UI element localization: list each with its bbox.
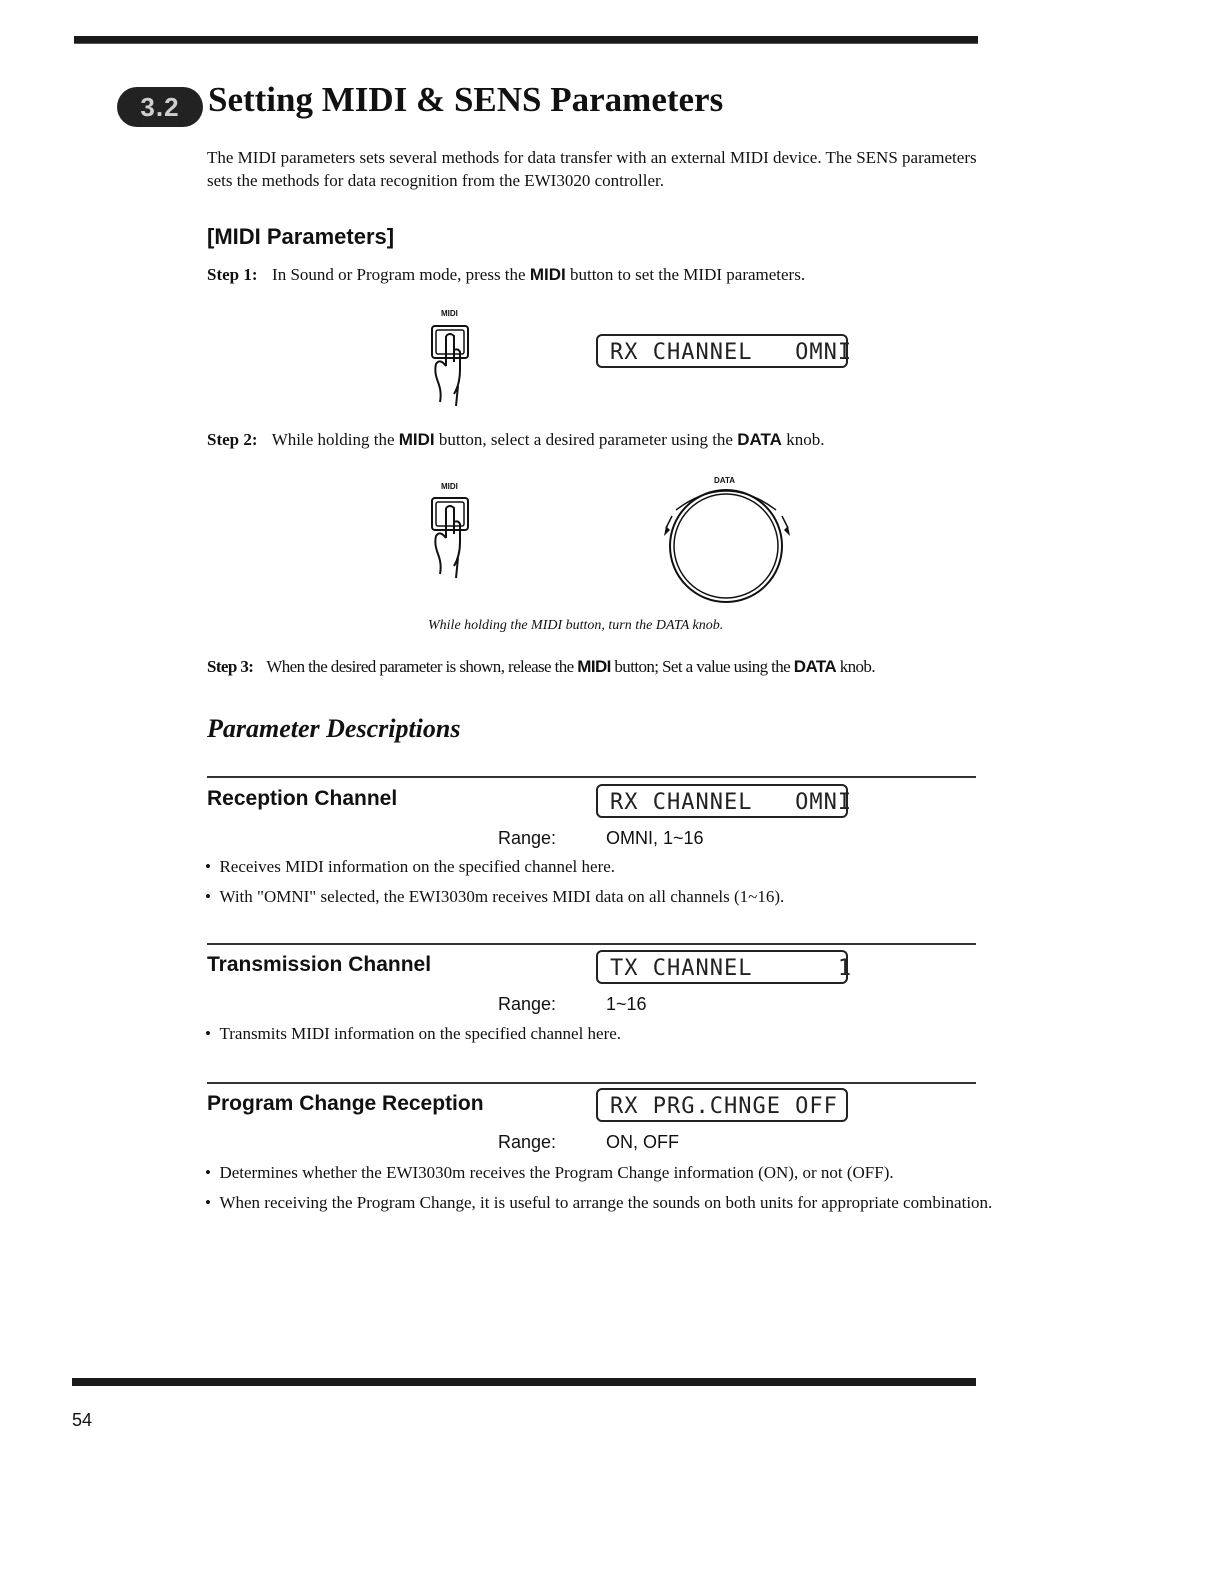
bullet-item: • Receives MIDI information on the specified channel here. bbox=[205, 857, 616, 876]
step-3-midi-word: MIDI bbox=[577, 657, 611, 676]
bullet-text: When receiving the Program Change, it is useful to arrange the sounds on both units for appropriate combination. bbox=[219, 1193, 993, 1212]
step-2-text-end: knob. bbox=[781, 430, 825, 449]
bottom-rule bbox=[72, 1378, 976, 1386]
param-name-reception-channel: Reception Channel bbox=[207, 787, 398, 810]
step-1-label: Step 1: bbox=[207, 265, 258, 284]
step-1-text-end: button to set the MIDI parameters. bbox=[565, 265, 806, 284]
page-title: Setting MIDI & SENS Parameters bbox=[208, 80, 724, 119]
fig2-midi-label: MIDI bbox=[441, 482, 458, 491]
section-number-badge: 3.2 bbox=[117, 87, 203, 127]
midi-button-press-icon bbox=[420, 322, 480, 408]
bullet-text: Receives MIDI information on the specified channel here. bbox=[219, 857, 616, 876]
figure-caption: While holding the MIDI button, turn the DATA knob. bbox=[428, 618, 724, 633]
step-2-text-mid: button, select a desired parameter using the bbox=[434, 430, 738, 449]
param-name-transmission-channel: Transmission Channel bbox=[207, 953, 432, 976]
step-1 bbox=[207, 265, 805, 285]
step-1-midi-word: MIDI bbox=[529, 265, 566, 284]
step-2-text: While holding the bbox=[271, 430, 399, 449]
step-2-midi-word: MIDI bbox=[398, 430, 435, 449]
range-label: Range: bbox=[498, 828, 557, 848]
step-3-text: When the desired parameter is shown, release the bbox=[266, 657, 578, 676]
lcd-display-transmission-channel: TX CHANNEL 1 bbox=[596, 950, 848, 984]
range-label: Range: bbox=[498, 1132, 557, 1152]
lcd-display-rx-channel: RX CHANNEL OMNI bbox=[596, 334, 848, 368]
bullet-text: Transmits MIDI information on the specified channel here. bbox=[219, 1024, 622, 1043]
step-2 bbox=[207, 430, 824, 450]
bullet-item: • Transmits MIDI information on the specified channel here. bbox=[205, 1024, 622, 1043]
step-3-label: Step 3: bbox=[207, 657, 254, 676]
param-name-program-change-reception: Program Change Reception bbox=[207, 1092, 484, 1115]
step-3-data-word: DATA bbox=[793, 657, 837, 676]
bullet-item: • With "OMNI" selected, the EWI3030m receives MIDI data on all channels (1~16). bbox=[205, 887, 785, 906]
range-label: Range: bbox=[498, 994, 557, 1014]
range-value-transmission-channel: 1~16 bbox=[606, 994, 647, 1014]
step-2-label: Step 2: bbox=[207, 430, 258, 449]
bullet-item: • When receiving the Program Change, it is useful to arrange the sounds on both units for appropriate combination. bbox=[205, 1193, 993, 1212]
bullet-text: With "OMNI" selected, the EWI3030m receives MIDI data on all channels (1~16). bbox=[219, 887, 785, 906]
lcd-display-reception-channel: RX CHANNEL OMNI bbox=[596, 784, 848, 818]
param-divider bbox=[207, 943, 976, 945]
lcd-display-program-change: RX PRG.CHNGE OFF bbox=[596, 1088, 848, 1122]
step-3 bbox=[207, 657, 875, 677]
data-knob-icon bbox=[654, 486, 800, 604]
intro-paragraph: The MIDI parameters sets several methods for data transfer with an external MIDI device. The SENS parameters sets the methods for data recognition from the EWI3020 controller. bbox=[207, 148, 977, 190]
step-3-text-end: knob. bbox=[836, 657, 875, 676]
range-value-reception-channel: OMNI, 1~16 bbox=[606, 828, 704, 848]
bullet-text: Determines whether the EWI3030m receives the Program Change information (ON), or not (OFF). bbox=[219, 1163, 894, 1182]
step-3-text-mid: button; Set a value using the bbox=[610, 657, 794, 676]
bullet-item: • Determines whether the EWI3030m receives the Program Change information (ON), or not (OFF). bbox=[205, 1163, 894, 1182]
fig1-midi-label: MIDI bbox=[441, 309, 458, 318]
top-rule bbox=[74, 36, 978, 44]
step-2-data-word: DATA bbox=[737, 430, 782, 449]
page-number: 54 bbox=[72, 1410, 93, 1430]
midi-parameters-heading: [MIDI Parameters] bbox=[207, 224, 395, 249]
step-1-text: In Sound or Program mode, press the bbox=[272, 265, 530, 284]
param-divider bbox=[207, 776, 976, 778]
fig2-data-label: DATA bbox=[714, 476, 736, 485]
param-divider bbox=[207, 1082, 976, 1084]
parameter-descriptions-heading: Parameter Descriptions bbox=[207, 714, 461, 743]
range-value-program-change: ON, OFF bbox=[606, 1132, 679, 1152]
midi-button-press-icon bbox=[420, 494, 480, 580]
